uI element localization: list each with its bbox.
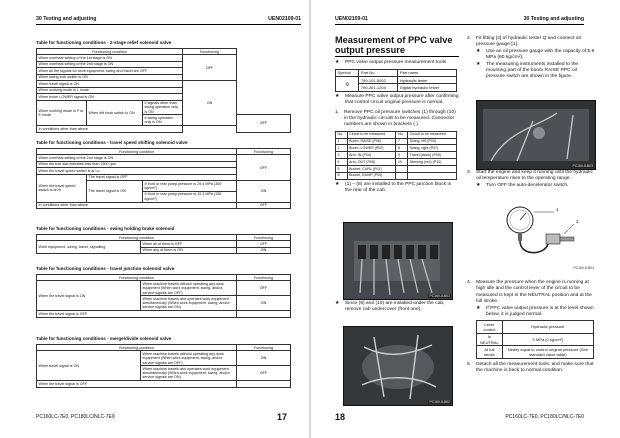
table-row: When swing lock switch is ON — [37, 74, 183, 80]
table-row: When the travel signal is ON — [37, 281, 141, 311]
table-cell: Travel (black) (P09) — [408, 152, 457, 159]
table-row: When machine travels and operates work equipment simultaneously (When work equipment, swing, and/or service signals are ON) — [141, 296, 237, 311]
table-2stage-relief — [36, 48, 291, 133]
table-swing-brake — [36, 234, 291, 254]
status-cell: OFF — [237, 241, 291, 247]
table-cell: Boom, RAISE (P06) — [347, 138, 396, 145]
step-4: Measure the pressure when the engine is running at high idle and the control lever of the circuit to be measured is kept in the NEUTRAL position and at the full stroke. — [476, 280, 592, 305]
table-row: When machine travels without operating any work equipment (When work equipment, swing, and/or service signals are OFF) — [141, 281, 237, 296]
table-cell — [396, 165, 408, 172]
table-cell: Swing, right (P07) — [408, 145, 457, 152]
table-row: When the travel speed switch is at Lo — [37, 168, 237, 174]
figure-id: PC160-8-B03 — [572, 164, 593, 168]
table-row: When travel signal is ON — [37, 351, 141, 381]
step-3-block: 3. Start the engine and keep it running until the hydraulic oil temperature rises to the operating range. ★ Turn OFF the auto-decelerator switch. — [467, 170, 595, 189]
table-row: If front or rear pump pressure is 29.4 MPa {300 kg/cm²} — [143, 181, 237, 192]
pressure-gauge-drawing — [494, 200, 594, 270]
step-4-block: 4. Measure the pressure when the engine is running at high idle and the control lever of the circuit to be measured is kept in the NEUTRAL position and at the full stroke. ★ If PPC valve output pressure is at the level shown below, it is judged normal. Lever control Hydraulic pressure In NEUTRAL 0 MPa {0 kg/cm²} At full stroke Nearly equal to control original pressure (See standard value table) 5. Detach all the measurement tools, and make sure that the machine is back to normal condition. — [467, 280, 594, 374]
table-row: When travel signal is ON — [37, 81, 183, 87]
status-cell: OFF — [237, 115, 291, 132]
figure-id: PC160-8-B02 — [429, 400, 450, 404]
table-cell: Nearly equal to control original pressure (See standard value table) — [502, 346, 593, 359]
table-row: Work equipment, swing, travel, signalling — [37, 241, 141, 254]
table-travel-speed — [36, 148, 291, 209]
status-cell: OFF — [237, 281, 291, 296]
table-cell: Boom, LOWER (P02) — [347, 145, 396, 152]
circuit-table — [335, 131, 457, 180]
table-row: When overheat setting of the 2nd stage is ON — [37, 155, 237, 161]
step-2-note-2: The measuring instruments installed to the mounting part of the boom RAISE PPC oil pressure switch are shown in the figure. — [486, 61, 579, 80]
tools-bullet: PPC valve output pressure measurement tools — [345, 60, 447, 66]
status-cell: OFF — [183, 55, 237, 81]
table-cell: 10 — [396, 159, 408, 166]
table-cell: Steering (red) (P10) — [408, 159, 457, 166]
table-row: When machine travels and operates work equipment simultaneously (When work equipment, swing, and/or service signals are ON) — [141, 366, 237, 381]
tools-table — [335, 69, 457, 92]
table-row: When the travel signal is OFF — [37, 311, 237, 317]
table-title-travel-speed: Table for functioning conditions - travel speed shifting solenoid valve — [36, 140, 188, 145]
photo-gauge-image — [477, 101, 595, 169]
table-row: In conditions other than above — [37, 202, 237, 208]
table-travel-junction — [36, 274, 291, 318]
callout-fitting: 2 — [576, 219, 579, 224]
table-cell: 9 — [396, 152, 408, 159]
right-footer-model: PC160LC-7E0, PC180LC/NLC-7E0 — [505, 414, 584, 420]
status-cell: OFF — [237, 202, 291, 208]
bullet-icon: ★ — [335, 181, 340, 187]
table-row: Hydraulic tester — [398, 77, 457, 84]
table-cell: Bucket, DUMP (P05) — [347, 172, 396, 179]
table-row: When the travel signal is OFF — [37, 381, 237, 387]
step-1: Remove PPC oil pressure switches (1) through (10) in the hydraulic circuits to be measured. Connector numbers are shown in brackets ( ). — [344, 109, 456, 128]
table-row: When boom LOWER signal is ON — [37, 94, 183, 100]
table-row: When all of them is OFF — [141, 241, 237, 247]
table-row: In conditions other than above — [37, 126, 183, 132]
tools-symbol: Q — [336, 77, 359, 92]
step-5: Detach all the measurement tools, and make sure that the machine is back to normal condition. — [476, 361, 594, 374]
photo-ppc-junction-block — [343, 222, 453, 300]
status-cell: ON — [237, 351, 291, 366]
table-row: When overheat setting of the 1st stage is ON — [37, 55, 183, 61]
table-row: If signals other than swing operation only is ON — [143, 100, 183, 115]
status-cell — [237, 381, 291, 387]
table-cell — [408, 165, 457, 172]
table-row: Digital hydraulic tester — [398, 84, 457, 91]
header-doc-code: UEN02109-01 — [268, 16, 301, 22]
head-status: Functioning — [237, 149, 291, 155]
table-title-swing-brake: Table for functioning conditions - swing holding brake solenoid — [36, 226, 175, 231]
table-cell: 0 MPa {0 kg/cm²} — [502, 333, 593, 346]
step-2: Fit fitting [2] of hydraulic tester Q and connect oil pressure gauge [1]. — [476, 36, 581, 48]
table-cell: 5 — [336, 165, 348, 172]
header-section-title: 30 Testing and adjusting — [36, 16, 97, 22]
table-cell: 2 — [336, 145, 348, 152]
table-cell: 8 — [396, 145, 408, 152]
right-page-number: 18 — [335, 412, 346, 422]
bullet-icon: ★ — [476, 48, 481, 54]
bullet-under-cab: Since (9) and (10) are installed under the cab, remove cab undercover (front one). — [345, 301, 445, 313]
table-row: When the travel speed switch is at Hi — [37, 174, 87, 202]
table-cell: 6 — [336, 172, 348, 179]
photo-ppc-junction-image — [344, 223, 452, 299]
table-cell: 4 — [336, 159, 348, 166]
circuit-head: Circuit to be measured — [408, 131, 457, 138]
table-title-merge-divide: Table for functioning conditions - merge/divide solenoid valve — [36, 336, 172, 341]
table-row: When overheat setting of the 2nd stage is ON — [37, 61, 183, 67]
bullet-under-cab-block — [335, 301, 459, 314]
tools-head: Part No. — [359, 69, 398, 76]
head-status: Functioning — [183, 49, 237, 55]
table-row: The travel signal is OFF — [87, 174, 237, 180]
status-cell: ON — [237, 247, 291, 253]
bullet-icon: ★ — [335, 93, 340, 99]
head-status: Functioning — [237, 235, 291, 241]
head-condition: Functioning condition — [37, 49, 183, 55]
note-text: Measure PPC valve output pressure after confirming that control circuit original pressure is normal. — [345, 93, 459, 106]
bullet-icon: ★ — [476, 61, 481, 67]
right-page-header — [335, 14, 584, 25]
circuit-head: No. — [336, 131, 348, 138]
left-page-number: 17 — [276, 412, 287, 422]
status-cell: OFF — [237, 366, 291, 381]
status-cell: ON — [237, 181, 291, 202]
header-doc-code: UEN02109-01 — [335, 16, 368, 22]
head-status: Functioning — [237, 345, 291, 351]
left-footer-model: PC160LC-7E0, PC180LC/NLC-7E0 — [36, 414, 115, 420]
step-3-note: Turn OFF the auto-decelerator switch. — [486, 182, 569, 188]
pressure-table — [476, 320, 594, 359]
right-page — [311, 0, 620, 438]
table-row: 799-101-5002 — [359, 77, 398, 84]
table-row: The travel signal is ON — [87, 181, 143, 202]
callout-gauge: 1 — [556, 207, 559, 212]
table-merge-divide — [36, 344, 291, 388]
table-row: 790-261-1204 — [359, 84, 398, 91]
table-cell: Bucket, CURL (P01) — [347, 165, 396, 172]
status-cell: ON — [237, 296, 291, 311]
table-cell: At full stroke — [477, 346, 503, 359]
table-cell: Arm, IN (P04) — [347, 152, 396, 159]
pressure-head: Hydraulic pressure — [502, 321, 593, 334]
table-row: When any of them is ON — [141, 247, 237, 253]
status-cell: OFF — [237, 155, 291, 181]
table-cell: 1 — [336, 138, 348, 145]
bullet-icon: ★ — [476, 305, 481, 311]
head-condition: Functioning condition — [37, 345, 237, 351]
left-page-header — [36, 14, 301, 25]
bullet-icon: ★ — [335, 301, 340, 306]
pressure-head: Lever control — [477, 321, 503, 334]
table-cell — [396, 172, 408, 179]
table-row: When working mode is L mode — [37, 87, 183, 93]
page-title: Measurement of PPC valve output pressure — [335, 36, 459, 57]
table-row: When left knob switch is ON — [87, 100, 143, 126]
header-section-title: 30 Testing and adjusting — [523, 16, 584, 22]
head-status: Functioning — [237, 275, 291, 281]
figure-id: PC160-8-B04 — [573, 266, 594, 270]
tools-head: Symbol — [336, 69, 359, 76]
table-cell: Swing, left (P03) — [408, 138, 457, 145]
circuit-head: Circuit to be measured — [347, 131, 396, 138]
table-title-travel-junction: Table for functioning conditions - travel junction solenoid valve — [36, 266, 175, 271]
status-cell: ON — [183, 81, 237, 126]
bullet-ppc-junction: (1) – (8) are installed to the PPC junction block in the rear of the cab. — [345, 181, 452, 194]
circuit-head: No. — [396, 131, 408, 138]
tools-head: Part name — [398, 69, 457, 76]
status-cell — [237, 311, 291, 317]
step-3: Start the engine and keep it running until the hydraulic oil temperature rises to the operating range. — [476, 170, 593, 182]
table-cell — [408, 172, 457, 179]
table-cell: In NEUTRAL — [477, 333, 503, 346]
step-2-block: 2. Fit fitting [2] of hydraulic tester Q and connect oil pressure gauge [1]. ★ Use an oil pressure gauge with the capacity of 5.9 MPa {60 kg/cm²}. ★ The measuring instruments installed to the mounting part of the boom RAISE PPC oil pressure switch are shown in the figure. — [467, 36, 595, 80]
head-condition: Functioning condition — [37, 149, 237, 155]
table-title-2stage-relief: Table for functioning conditions - 2-stage relief solenoid valve — [36, 40, 172, 45]
step-2-note-1: Use an oil pressure gauge with the capacity of 5.9 MPa {60 kg/cm²}. — [486, 48, 595, 61]
left-page — [0, 0, 309, 438]
diagram-pressure-gauge — [494, 200, 594, 270]
figure-id: PC160-8-B01 — [429, 294, 450, 298]
table-cell: Arm, OUT (P08) — [347, 159, 396, 166]
photo-under-cab-image — [344, 327, 452, 405]
head-condition: Functioning condition — [37, 275, 237, 281]
step-4-note: If PPC valve output pressure is at the level shown below, it is judged normal. — [486, 305, 594, 317]
table-row: When working mode is P or E mode — [37, 100, 87, 126]
table-cell: 7 — [396, 138, 408, 145]
head-condition: Functioning condition — [37, 235, 237, 241]
table-row: If swing operation only is ON — [143, 115, 183, 126]
bullet-icon: ★ — [476, 182, 481, 188]
table-row: When all the signals for work equipment, swing and travel are OFF — [37, 68, 183, 74]
table-row: When machine travels without operating any work equipment (When work equipment, swing, and/or service signals are OFF) — [141, 351, 237, 366]
photo-gauge-installed — [476, 100, 596, 170]
photo-under-cab — [343, 326, 453, 406]
table-cell: 3 — [336, 152, 348, 159]
bullet-icon: ★ — [335, 60, 340, 66]
right-left-column: Measurement of PPC valve output pressure ★ PPC valve output pressure measurement tools Symbol Part No. Part name Q 799-101-5002 Hydraulic tester 790-261-1204 Digital hydraulic tester ★ Measure PPC valve output pressure after confirming that control circuit original pressure is normal. 1. Remove PPC oil pressure switches (1) through (10) in the hydraulic circuits to be measured. Connector numbers are shown in brackets ( ). No. Circuit to be measured No. Circuit to be measured 1 Boom, RAISE (P06) 7 Swing, left (P03) 2 Boom, LOWER (P02) 8 Swing, right (P07) 3 Arm, IN (P04) 9 Travel (black) (P09) 4 Arm, OUT (P08) 10 Steering (red) (P10) 5 Bucket, CURL (P01) 6 Bucket, DUMP (P05) ★ (1) – (8) are installed to the PPC junction block in the rear of the cab. — [335, 35, 459, 194]
table-row: If front or rear pump pressure is 15.3 MPa {156 kg/cm²} — [143, 191, 237, 202]
table-row: When the fuel dial indicates less than 1500 rpm — [37, 161, 237, 167]
